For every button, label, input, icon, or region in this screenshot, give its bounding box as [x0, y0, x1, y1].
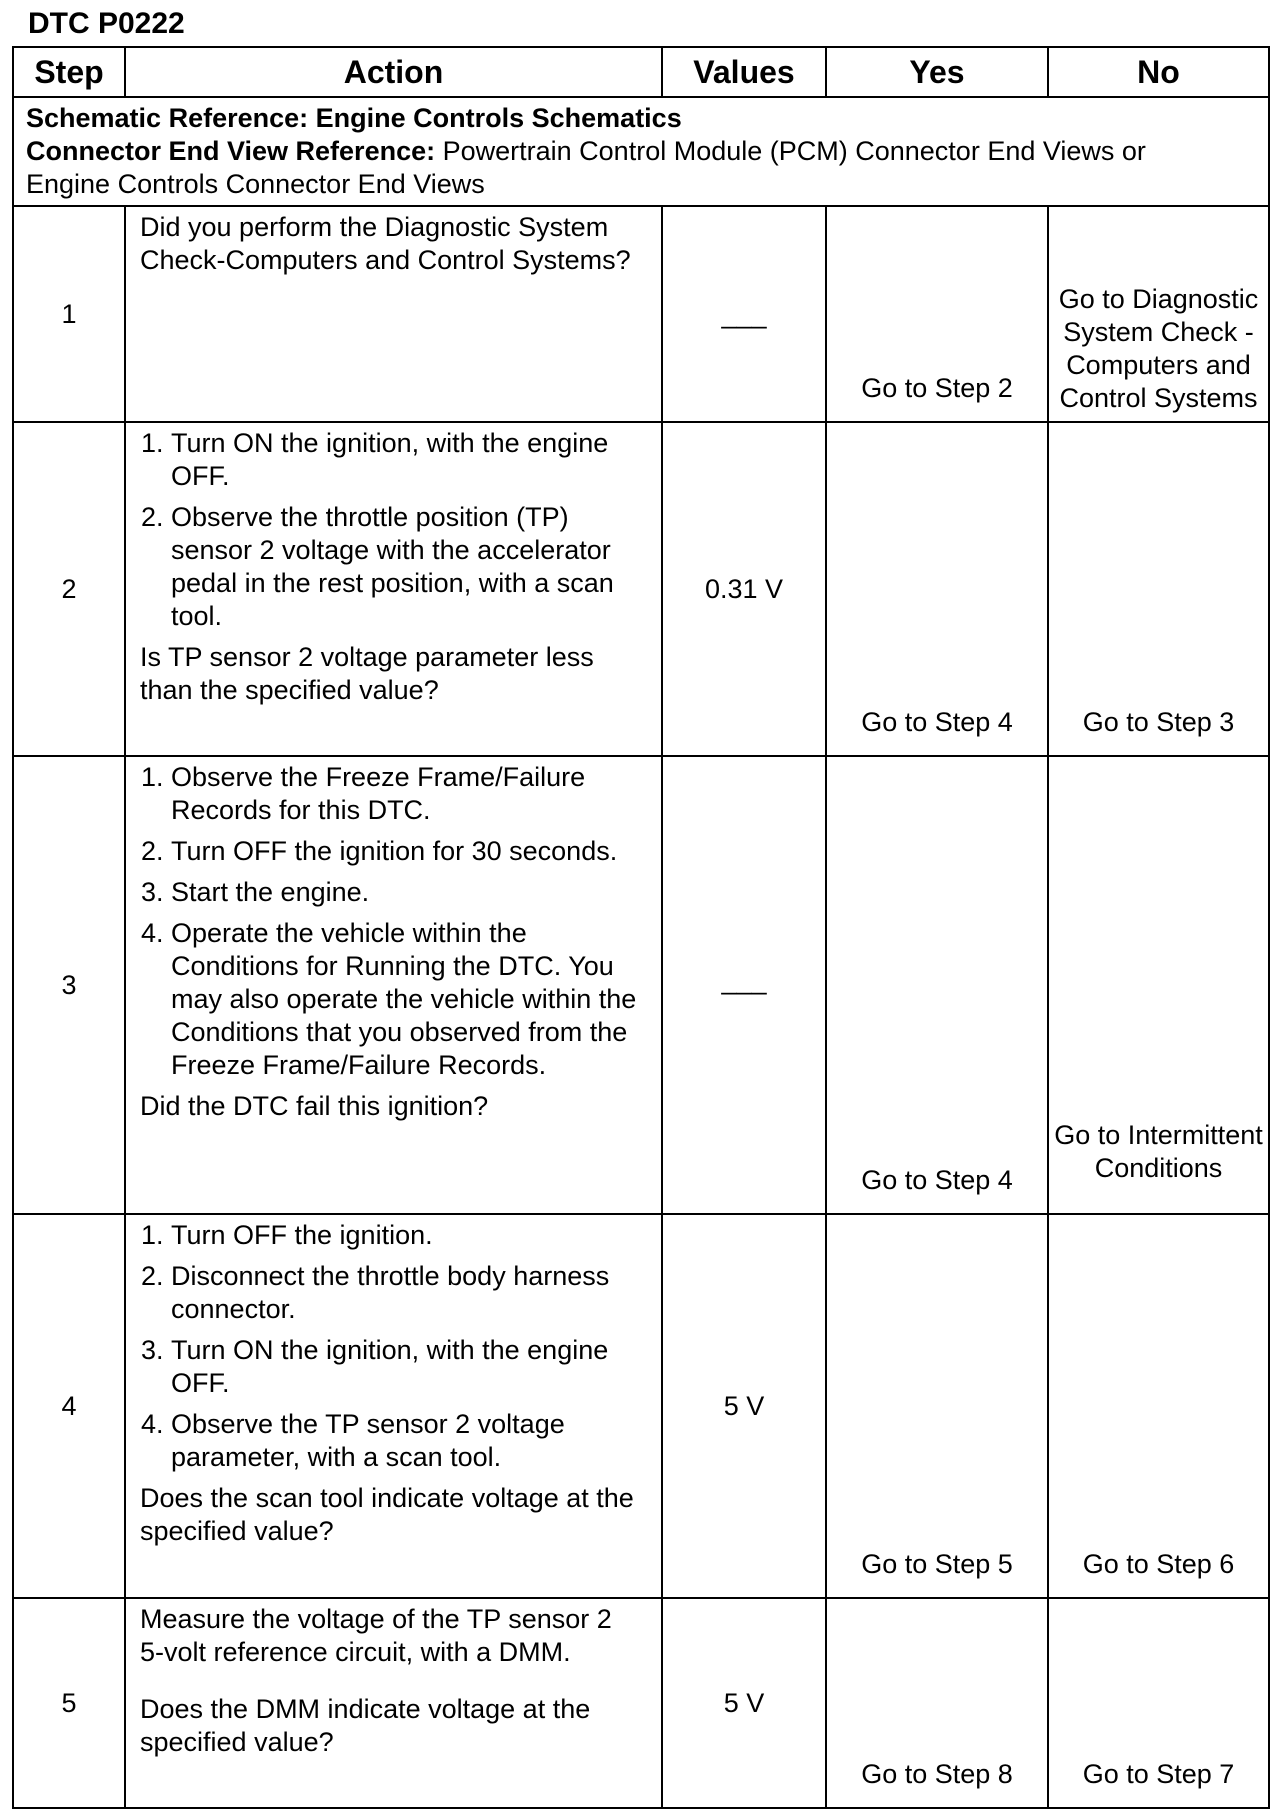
yes-cell: Go to Step 5	[826, 1214, 1048, 1598]
connector-reference-continued: Engine Controls Connector End Views	[26, 169, 485, 199]
yes-cell: Go to Step 8	[826, 1598, 1048, 1808]
table-row	[13, 422, 1269, 756]
action-step-item: 1. Turn ON the ignition, with the engine OFF.	[171, 427, 641, 493]
action-question: Does the DMM indicate voltage at the specified value?	[140, 1694, 591, 1757]
no-cell: Go to Intermittent Conditions	[1048, 756, 1269, 1214]
no-cell: Go to Step 6	[1048, 1214, 1269, 1598]
action-step-item: 3. Start the engine.	[171, 876, 641, 909]
action-step-item: 2. Observe the throttle position (TP) sensor 2 voltage with the accelerator pedal in the rest position, with a scan tool.	[171, 501, 641, 633]
header-action: Action	[125, 47, 662, 97]
table-row	[13, 1598, 1269, 1808]
header-no: No	[1048, 47, 1269, 97]
step-number: 4	[13, 1214, 125, 1598]
action-question: Did the DTC fail this ignition?	[140, 1091, 489, 1121]
action-steps	[140, 427, 641, 633]
header-values: Values	[662, 47, 826, 97]
action-step-item: 2. Turn OFF the ignition for 30 seconds.	[171, 835, 641, 868]
action-cell	[125, 1598, 662, 1808]
yes-cell: Go to Step 4	[826, 422, 1048, 756]
no-cell: Go to Step 7	[1048, 1598, 1269, 1808]
no-cell: Go to Diagnostic System Check - Computers and Control Systems	[1048, 206, 1269, 422]
action-cell	[125, 206, 662, 422]
action-step-item: 3. Turn ON the ignition, with the engine OFF.	[171, 1334, 641, 1400]
reference-row	[13, 97, 1269, 206]
header-yes: Yes	[826, 47, 1048, 97]
action-cell	[125, 1214, 662, 1598]
schematic-reference: Schematic Reference: Engine Controls Schematics	[26, 103, 682, 133]
header-step: Step	[13, 47, 125, 97]
value-cell: ___	[662, 206, 826, 422]
action-step-item: 4. Observe the TP sensor 2 voltage parameter, with a scan tool.	[171, 1408, 641, 1474]
action-step-item: 2. Disconnect the throttle body harness connector.	[171, 1260, 641, 1326]
reference-cell	[13, 97, 1269, 206]
step-number: 2	[13, 422, 125, 756]
step-number: 3	[13, 756, 125, 1214]
action-step-item: 1. Turn OFF the ignition.	[171, 1219, 641, 1252]
table-row	[13, 1214, 1269, 1598]
yes-cell: Go to Step 4	[826, 756, 1048, 1214]
connector-reference-label: Connector End View Reference:	[26, 136, 436, 166]
value-cell: 5 V	[662, 1598, 826, 1808]
action-paragraph: Measure the voltage of the TP sensor 2 5-volt reference circuit, with a DMM.	[140, 1604, 612, 1667]
header-row	[13, 47, 1269, 97]
table-row	[13, 756, 1269, 1214]
action-question: Did you perform the Diagnostic System Check-Computers and Control Systems?	[140, 212, 631, 275]
connector-reference	[26, 135, 1256, 168]
value-cell: 5 V	[662, 1214, 826, 1598]
no-cell: Go to Step 3	[1048, 422, 1269, 756]
step-number: 1	[13, 206, 125, 422]
action-step-item: 1. Observe the Freeze Frame/Failure Records for this DTC.	[171, 761, 641, 827]
value-cell: ___	[662, 756, 826, 1214]
table-row	[13, 206, 1269, 422]
diagnostic-table	[12, 46, 1270, 1809]
action-question: Is TP sensor 2 voltage parameter less than the specified value?	[140, 642, 594, 705]
action-steps	[140, 1219, 641, 1474]
action-question: Does the scan tool indicate voltage at the specified value?	[140, 1483, 634, 1546]
action-cell	[125, 422, 662, 756]
document-title: DTC P0222	[28, 7, 185, 40]
value-cell: 0.31 V	[662, 422, 826, 756]
step-number: 5	[13, 1598, 125, 1808]
yes-cell: Go to Step 2	[826, 206, 1048, 422]
action-step-item: 4. Operate the vehicle within the Conditions for Running the DTC. You may also operate the vehicle within the Conditions that you observed from the Freeze Frame/Failure Records.	[171, 917, 641, 1082]
connector-reference-text: Powertrain Control Module (PCM) Connector End Views or	[435, 136, 1146, 166]
action-steps	[140, 761, 641, 1082]
action-cell	[125, 756, 662, 1214]
